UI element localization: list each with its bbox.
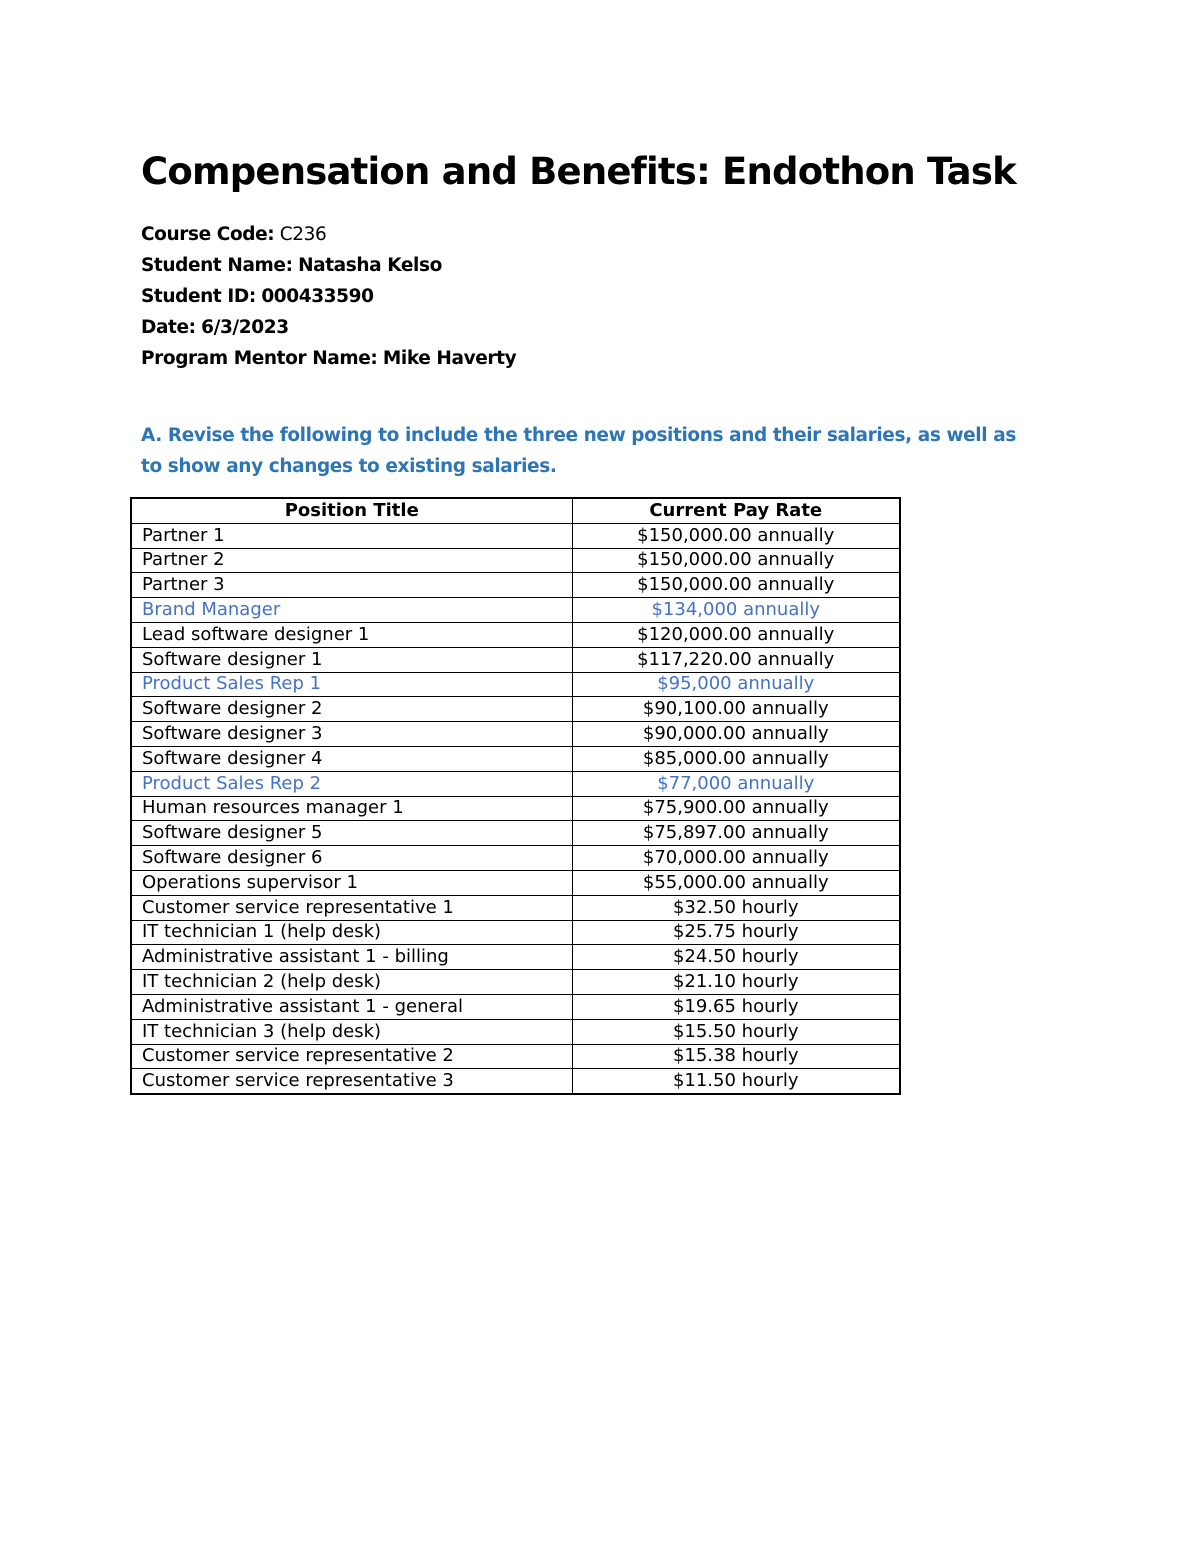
mentor-label: Program Mentor Name: — [141, 348, 378, 369]
table-row — [131, 573, 900, 598]
position-title-cell: IT technician 2 (help desk) — [131, 970, 572, 995]
pay-rate-cell: $15.50 hourly — [572, 1019, 900, 1044]
table-row — [131, 994, 900, 1019]
position-title-cell: Software designer 5 — [131, 821, 572, 846]
table-row — [131, 598, 900, 623]
student-name-line — [141, 250, 516, 281]
position-title-cell: Administrative assistant 1 - general — [131, 994, 572, 1019]
position-title-cell: IT technician 1 (help desk) — [131, 920, 572, 945]
student-id-line — [141, 281, 516, 312]
position-title-cell: Human resources manager 1 — [131, 796, 572, 821]
pay-rate-cell: $117,220.00 annually — [572, 647, 900, 672]
table-row — [131, 846, 900, 871]
document-title: Compensation and Benefits: Endothon Task — [141, 150, 1016, 193]
student-name-label: Student Name: — [141, 255, 293, 276]
date-value: 6/3/2023 — [201, 317, 289, 338]
pay-rate-cell: $85,000.00 annually — [572, 746, 900, 771]
position-title-cell: Partner 2 — [131, 548, 572, 573]
table-row — [131, 548, 900, 573]
position-title-cell: Administrative assistant 1 - billing — [131, 945, 572, 970]
position-title-cell: Operations supervisor 1 — [131, 870, 572, 895]
position-title-cell: Software designer 3 — [131, 722, 572, 747]
course-code-line — [141, 219, 516, 250]
pay-rate-cell: $150,000.00 annually — [572, 573, 900, 598]
student-id-value: 000433590 — [261, 286, 374, 307]
position-title-cell: Product Sales Rep 2 — [131, 771, 572, 796]
table-row — [131, 821, 900, 846]
table-row — [131, 722, 900, 747]
position-title-cell: Software designer 2 — [131, 697, 572, 722]
table-row — [131, 523, 900, 548]
date-line — [141, 312, 516, 343]
position-title-cell: Software designer 1 — [131, 647, 572, 672]
table-row — [131, 895, 900, 920]
table-row — [131, 647, 900, 672]
position-title-cell: Software designer 6 — [131, 846, 572, 871]
position-title-cell: Customer service representative 3 — [131, 1069, 572, 1094]
pay-rate-cell: $95,000 annually — [572, 672, 900, 697]
course-code-value: C236 — [279, 224, 327, 245]
table-header-row — [131, 498, 900, 523]
table-row — [131, 920, 900, 945]
pay-rate-cell: $19.65 hourly — [572, 994, 900, 1019]
pay-rate-table — [130, 497, 901, 1095]
pay-rate-cell: $21.10 hourly — [572, 970, 900, 995]
pay-rate-cell: $120,000.00 annually — [572, 622, 900, 647]
table-row — [131, 945, 900, 970]
pay-rate-cell: $75,897.00 annually — [572, 821, 900, 846]
table-row — [131, 622, 900, 647]
table-body — [131, 523, 900, 1094]
pay-rate-cell: $11.50 hourly — [572, 1069, 900, 1094]
pay-rate-cell: $25.75 hourly — [572, 920, 900, 945]
table-row — [131, 746, 900, 771]
table-row — [131, 970, 900, 995]
position-title-cell: IT technician 3 (help desk) — [131, 1019, 572, 1044]
table-row — [131, 771, 900, 796]
date-label: Date: — [141, 317, 196, 338]
pay-rate-cell: $134,000 annually — [572, 598, 900, 623]
position-title-cell: Software designer 4 — [131, 746, 572, 771]
pay-rate-cell: $77,000 annually — [572, 771, 900, 796]
position-title-cell: Brand Manager — [131, 598, 572, 623]
pay-rate-cell: $15.38 hourly — [572, 1044, 900, 1069]
student-id-label: Student ID: — [141, 286, 256, 307]
pay-rate-cell: $150,000.00 annually — [572, 523, 900, 548]
pay-rate-cell: $150,000.00 annually — [572, 548, 900, 573]
mentor-value: Mike Haverty — [382, 348, 517, 369]
pay-rate-cell: $75,900.00 annually — [572, 796, 900, 821]
position-title-cell: Lead software designer 1 — [131, 622, 572, 647]
position-title-cell: Customer service representative 1 — [131, 895, 572, 920]
position-title-cell: Product Sales Rep 1 — [131, 672, 572, 697]
pay-rate-header: Current Pay Rate — [572, 498, 900, 523]
pay-rate-cell: $55,000.00 annually — [572, 870, 900, 895]
pay-rate-cell: $70,000.00 annually — [572, 846, 900, 871]
pay-rate-cell: $24.50 hourly — [572, 945, 900, 970]
mentor-line — [141, 343, 516, 374]
table-row — [131, 697, 900, 722]
course-code-label: Course Code: — [141, 224, 275, 245]
task-prompt: A. Revise the following to include the three new positions and their salaries, as well as to show any changes to existing salaries. — [141, 425, 1016, 477]
table-row — [131, 870, 900, 895]
student-info — [141, 219, 516, 374]
table-row — [131, 1019, 900, 1044]
position-title-header: Position Title — [131, 498, 572, 523]
table-row — [131, 1044, 900, 1069]
position-title-cell: Customer service representative 2 — [131, 1044, 572, 1069]
student-name-value: Natasha Kelso — [298, 255, 442, 276]
position-title-cell: Partner 1 — [131, 523, 572, 548]
table-row — [131, 796, 900, 821]
table-row — [131, 1069, 900, 1094]
pay-rate-cell: $90,000.00 annually — [572, 722, 900, 747]
table-row — [131, 672, 900, 697]
pay-rate-cell: $32.50 hourly — [572, 895, 900, 920]
pay-rate-cell: $90,100.00 annually — [572, 697, 900, 722]
position-title-cell: Partner 3 — [131, 573, 572, 598]
